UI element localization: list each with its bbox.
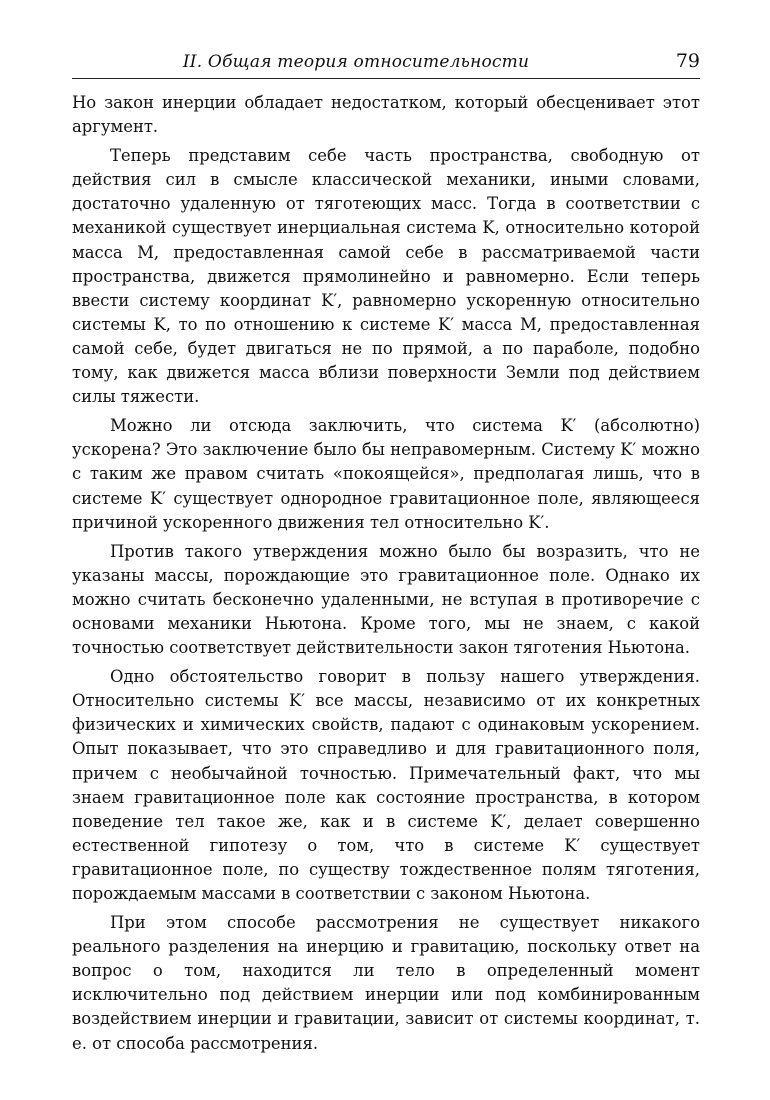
paragraph: Теперь представим себе часть пространства, свободную от действия сил в смысле классической механики, иными словами, достаточно удаленную от тяготеющих масс. Тогда в соответствии с механикой существует инерциальная система K, относительно которой масса M, предоставленная самой себе в рассматриваемой части пространства, движется прямолинейно и равномерно. Если теперь ввести систему координат K′, равномерно ускоренную относительно системы K, то по отношению к системе K′ масса M, предоставленная самой себе, будет двигаться не по прямой, а по параболе, подобно тому, как движется масса вблизи поверхности Земли под действием силы тяжести. bbox=[72, 146, 700, 407]
paragraph: Против такого утверждения можно было бы возразить, что не указаны массы, порождающие это гравитационное поле. Однако их можно считать бесконечно удаленными, не вступая в противоречие с основами механики Ньютона. Кроме того, мы не знаем, с какой точностью соответствует действительности закон тяготения Ньютона. bbox=[72, 541, 700, 658]
page-number: 79 bbox=[675, 50, 700, 72]
running-header bbox=[72, 48, 700, 79]
paragraph: Одно обстоятельство говорит в пользу нашего утверждения. Относительно системы K′ все массы, независимо от их конкретных физических и химических свойств, падают с одинаковым ускорением. Опыт показывает, что это справедливо и для гравитационного поля, причем с необычайной точностью. Примечательный факт, что мы знаем гравитационное поле как состояние пространства, в котором поведение тел такое же, как и в системе K′, делает совершенно естественной гипотезу о том, что в системе K′ существует гравитационное поле, по существу тождественное полям тяготения, порождаемым массами в соответствии с законом Ньютона. bbox=[72, 667, 700, 903]
paragraph: Но закон инерции обладает недостатком, который обесценивает этот аргумент. bbox=[72, 93, 700, 137]
running-title: II. Общая теория относительности bbox=[182, 52, 530, 72]
paragraph: При этом способе рассмотрения не существует никакого реального разделения на инерцию и гравитацию, поскольку ответ на вопрос о том, находится ли тело в определенный момент исключительно под действием инерции или под комбинированным воздействием инерции и гравитации, зависит от системы координат, т. е. от способа рассмотрения. bbox=[72, 913, 700, 1053]
body-text bbox=[72, 91, 700, 1056]
paragraph: Можно ли отсюда заключить, что система K′ (абсолютно) ускорена? Это заключение было бы неправомерным. Систему K′ можно с таким же правом считать «покоящейся», предполагая лишь, что в системе K′ существует однородное гравитационное поле, являющееся причиной ускоренного движения тел относительно K′. bbox=[72, 416, 700, 532]
book-page bbox=[72, 48, 700, 1061]
